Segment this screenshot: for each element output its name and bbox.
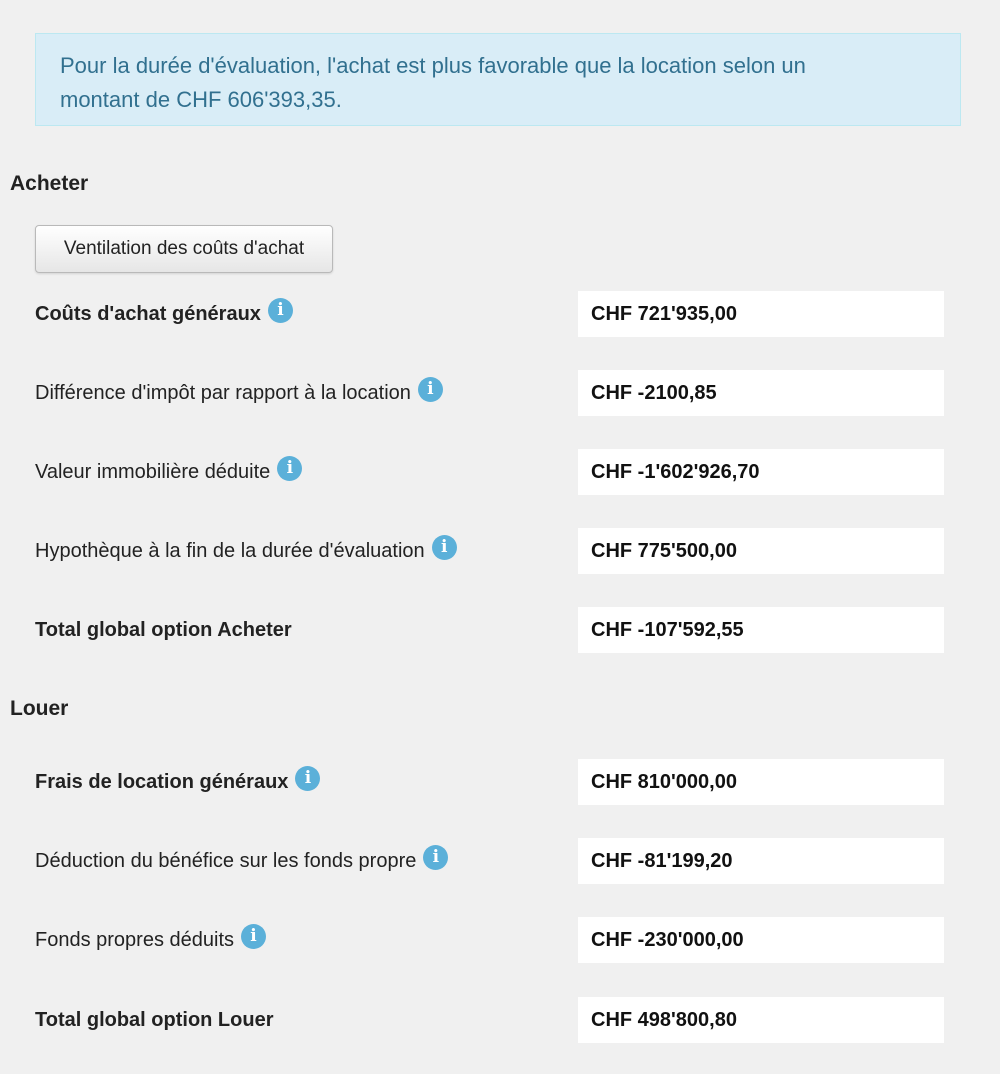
row-value: CHF 810'000,00 — [578, 759, 944, 805]
row-label — [35, 997, 274, 1043]
result-alert-line-1: Pour la durée d'évaluation, l'achat est plus favorable que la location selon un — [60, 53, 806, 78]
row-label — [35, 838, 448, 884]
buy-row-total — [0, 607, 1000, 653]
row-label — [35, 449, 302, 495]
row-label-text: Déduction du bénéfice sur les fonds propre — [35, 849, 417, 872]
info-icon[interactable]: i — [277, 456, 302, 481]
buy-row-property-value — [0, 449, 1000, 495]
row-label-text: Coûts d'achat généraux — [35, 302, 261, 325]
info-icon[interactable]: i — [268, 298, 293, 323]
row-value: CHF 721'935,00 — [578, 291, 944, 337]
row-label — [35, 528, 457, 574]
buy-row-mortgage-end — [0, 528, 1000, 574]
row-label-text: Hypothèque à la fin de la durée d'évaluation — [35, 539, 425, 562]
row-label — [35, 291, 293, 337]
rent-section-title: Louer — [10, 697, 69, 720]
buy-row-tax-difference — [0, 370, 1000, 416]
result-alert — [35, 33, 961, 126]
info-icon[interactable]: i — [295, 766, 320, 791]
row-label — [35, 759, 320, 805]
row-label-text: Différence d'impôt par rapport à la location — [35, 381, 411, 404]
info-icon[interactable]: i — [418, 377, 443, 402]
row-value: CHF -107'592,55 — [578, 607, 944, 653]
row-value: CHF -2100,85 — [578, 370, 944, 416]
row-label — [35, 370, 443, 416]
rent-row-equity-deducted — [0, 917, 1000, 963]
row-label — [35, 917, 266, 963]
buy-section-title: Acheter — [10, 172, 89, 195]
rent-row-total — [0, 997, 1000, 1043]
info-icon[interactable]: i — [241, 924, 266, 949]
info-icon[interactable]: i — [432, 535, 457, 560]
info-icon[interactable]: i — [423, 845, 448, 870]
row-value: CHF 498'800,80 — [578, 997, 944, 1043]
row-value: CHF 775'500,00 — [578, 528, 944, 574]
result-alert-line-2: montant de CHF 606'393,35. — [60, 87, 342, 112]
row-label-text: Total global option Acheter — [35, 618, 292, 641]
row-value: CHF -81'199,20 — [578, 838, 944, 884]
row-label-text: Valeur immobilière déduite — [35, 460, 271, 483]
row-label-text: Frais de location généraux — [35, 770, 289, 793]
rent-row-equity-profit — [0, 838, 1000, 884]
rent-row-general-costs — [0, 759, 1000, 805]
row-value: CHF -230'000,00 — [578, 917, 944, 963]
buy-row-general-costs — [0, 291, 1000, 337]
row-label-text: Fonds propres déduits — [35, 928, 235, 951]
row-label — [35, 607, 292, 653]
row-value: CHF -1'602'926,70 — [578, 449, 944, 495]
row-label-text: Total global option Louer — [35, 1008, 274, 1031]
purchase-cost-breakdown-button[interactable]: Ventilation des coûts d'achat — [35, 225, 333, 273]
